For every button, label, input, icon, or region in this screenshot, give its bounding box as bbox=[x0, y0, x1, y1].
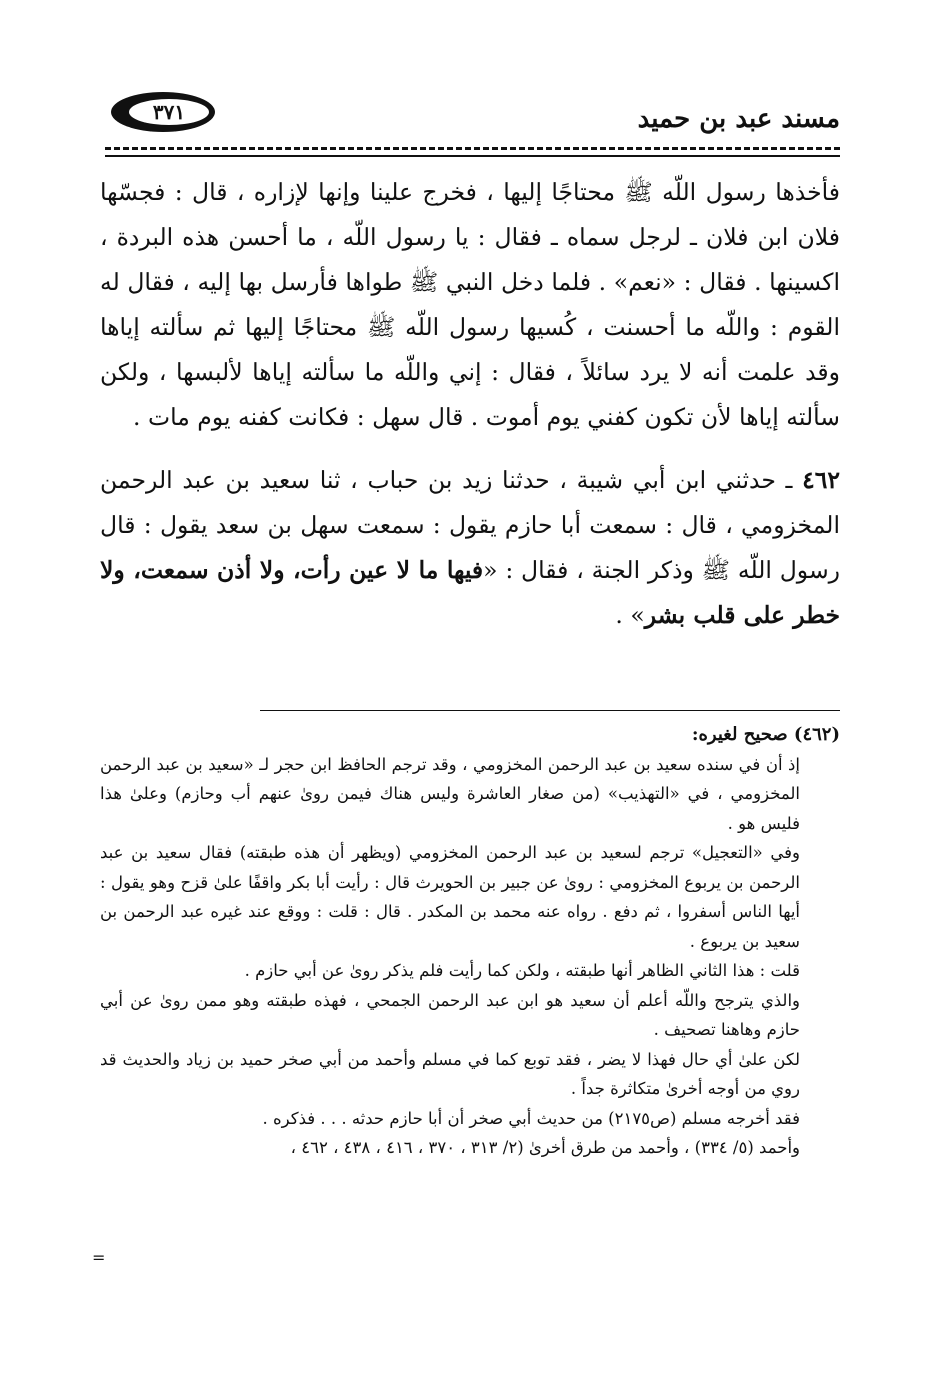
hadith-paragraph bbox=[100, 458, 840, 638]
hadith-isnad: ـ حدثني ابن أبي شيبة ، حدثنا زيد بن حباب ، ثنا سعيد بن عبد الرحمن المخزومي ، قال : سمعت أبا حازم يقول : سمعت سهل بن سعد يقول : قال رسول اللّه ﷺ وذكر الجنة ، فقال : « bbox=[100, 466, 840, 584]
footnote-line: وفي «التعجيل» ترجم لسعيد بن عبد الرحمن المخزومي (ويظهر أن هذه طبقته) فقال سعيد بن عبد الرحمن بن يربوع المخزومي : روىٰ عن جبير بن الحويرث قال : رأيت أبا بكر واقفًا علىٰ قزح وهو يقول : أيها الناس أسفروا ، ثم دفع . رواه عنه محمد بن المكدر . قال : قلت : ووقع عند غيره عبد الرحمن بن سعيد بن يربوع . bbox=[100, 843, 800, 951]
page-header bbox=[105, 92, 840, 142]
header-dashed-rule bbox=[105, 147, 840, 150]
footnote-line: وأحمد (٥/ ٣٣٤) ، وأحمد من طرق أخرىٰ (٢/ ٣١٣ ، ٣٧٠ ، ٤١٦ ، ٤٣٨ ، ٤٦٢ ، bbox=[290, 1138, 800, 1157]
hadith-close: » . bbox=[615, 601, 645, 629]
footnote-line: فقد أخرجه مسلم (ص٢١٧٥) من حديث أبي صخر أن أبا حازم حدثه . . . فذكره . bbox=[262, 1108, 800, 1128]
footnote-line: والذي يترجح واللّه أعلم أن سعيد هو ابن عبد الرحمن الجمحي ، فهذه طبقته وهو ممن روىٰ عن أبي حازم وهاهنا تصحيف . bbox=[100, 990, 800, 1039]
header-solid-rule bbox=[105, 155, 840, 157]
paragraph-continuation: فأخذها رسول اللّه ﷺ محتاجًا إليها ، فخرج علينا وإنها لإزاره ، قال : فجسّها فلان ابن فلان ـ لرجل سماه ـ فقال : يا رسول اللّه ، ما أحسن هذه البردة ، اكسينها . فقال : «نعم» . فلما دخل النبي ﷺ طواها فأرسل بها إليه ، فقال له القوم : واللّه ما أحسنت ، كُسيها رسول اللّه ﷺ محتاجًا إليها ثم سألته إياها وقد علمت أنه لا يرد سائلاً ، فقال : إني واللّه ما سألته إياها لألبسها ، ولكن سألته إياها لأن تكون كفني يوم أموت . قال سهل : فكانت كفنه يوم مات . bbox=[100, 178, 840, 431]
footnote-line: لكن علىٰ أي حال فهذا لا يضر ، فقد توبع كما في مسلم وأحمد من أبي صخر حميد بن زياد والحديث قد روي من أوجه أخرىٰ متكاثرة جداً . bbox=[100, 1049, 800, 1098]
page-number-badge bbox=[111, 92, 215, 132]
continuation-mark: = bbox=[92, 1248, 106, 1267]
footnotes bbox=[100, 720, 840, 1163]
book-title: مسند عبد بن حميد bbox=[637, 104, 840, 134]
footnote-heading: (٤٦٢) صحيح لغيره: bbox=[691, 724, 840, 745]
main-text bbox=[100, 170, 840, 638]
hadith-matn: فيها ما لا عين رأت، ولا أذن سمعت، ولا خطر على قلب بشر bbox=[100, 556, 840, 629]
hadith-number: ٤٦٢ bbox=[802, 466, 840, 494]
footnote-line: إذ أن في سنده سعيد بن عبد الرحمن المخزومي ، وقد ترجم الحافظ ابن حجر لـ «سعيد بن عبد الرحمن المخزومي ، في «التهذيب» (من صغار العاشرة وليس هناك فيمن روىٰ عنهم أب وحازم) وعلىٰ هذا فليس هو . bbox=[100, 754, 800, 833]
footnote-line: قلت : هذا الثاني الظاهر أنها طبقته ، ولكن كما رأيت فلم يذكر روىٰ عن أبي حازم . bbox=[244, 961, 800, 980]
footnote-divider bbox=[260, 710, 840, 711]
page-number: ٣٧١ bbox=[129, 99, 209, 125]
